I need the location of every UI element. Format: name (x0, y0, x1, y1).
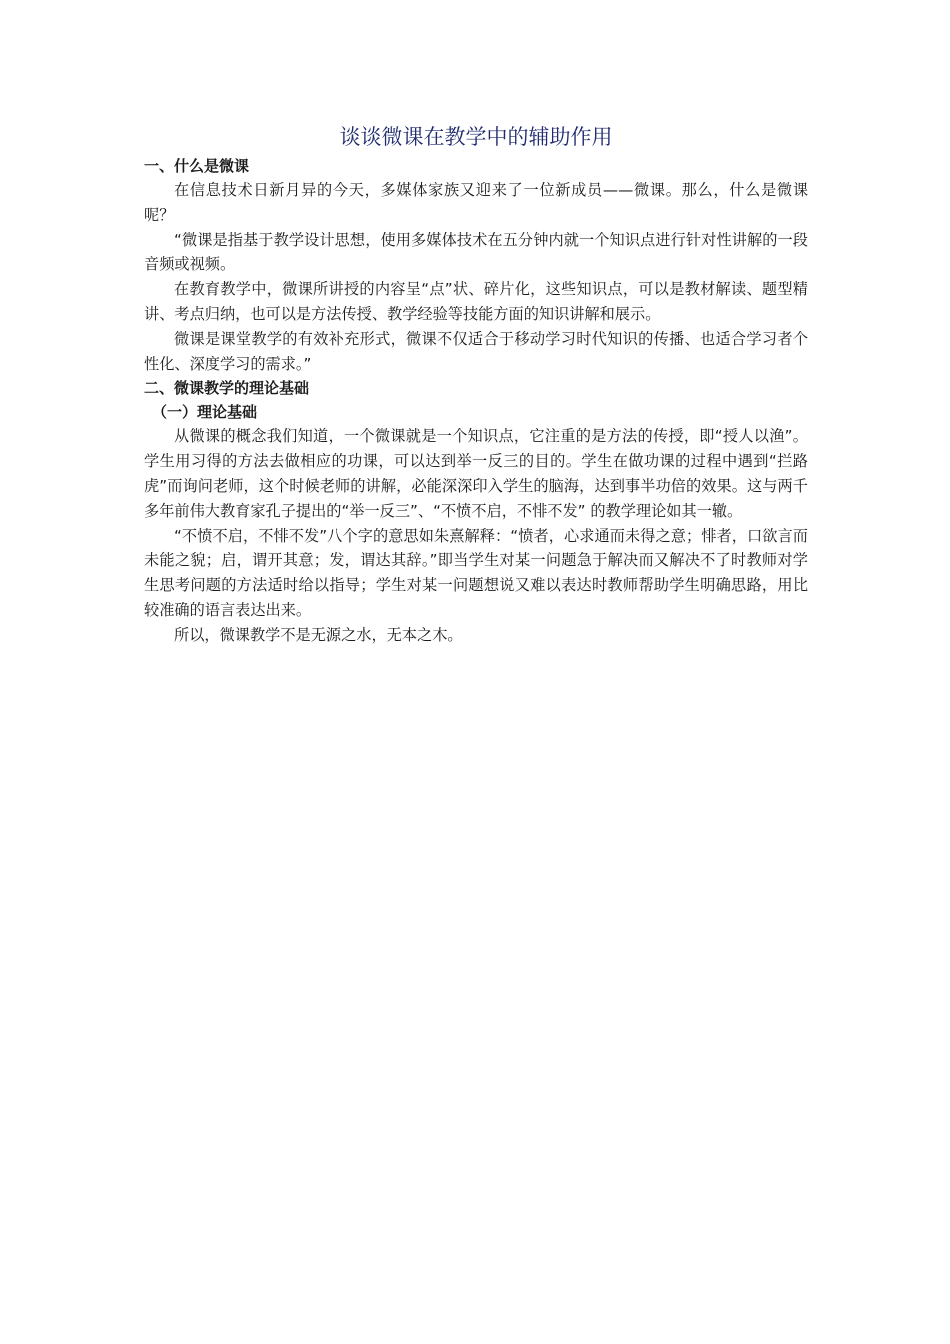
paragraph: 在教育教学中，微课所讲授的内容呈“点”状、碎片化，这些知识点，可以是教材解读、题型精讲、考点归纳，也可以是方法传授、教学经验等技能方面的知识讲解和展示。 (144, 280, 808, 323)
paragraph: 所以，微课教学不是无源之水，无本之木。 (174, 625, 463, 644)
section-heading-theory-basis: 二、微课教学的理论基础 (144, 379, 310, 398)
paragraph: 微课是课堂教学的有效补充形式，微课不仅适合于移动学习时代知识的传播、也适合学习者个性化、深度学习的需求。” (144, 329, 808, 373)
paragraph: 在信息技术日新月异的今天，多媒体家族又迎来了一位新成员——微课。那么，什么是微课呢？ (144, 181, 808, 224)
document-page (144, 120, 808, 648)
paragraph: 从微课的概念我们知道，一个微课就是一个知识点，它注重的是方法的传授，即“授人以渔”。学生用习得的方法去做相应的功课，可以达到举一反三的目的。学生在做功课的过程中遇到“拦路虎”而询问老师，这个时候老师的讲解，必能深深印入学生的脑海，达到事半功倍的效果。这与两千多年前伟大教育家孔子提出的“举一反三”、“不愤不启，不悱不发” 的教学理论如其一辙。 (144, 427, 808, 520)
subsection-heading-theory: （一）理论基础 (152, 403, 258, 422)
paragraph: “微课是指基于教学设计思想，使用多媒体技术在五分钟内就一个知识点进行针对性讲解的一段音频或视频。 (144, 230, 808, 274)
document-title: 谈谈微课在教学中的辅助作用 (339, 125, 613, 149)
paragraph: “不愤不启，不悱不发”八个字的意思如朱熹解释：“愤者，心求通而未得之意；悱者，口欲言而未能之貌；启，谓开其意；发，谓达其辞。”即当学生对某一问题急于解决而又解决不了时教师对学生思考问题的方法适时给以指导；学生对某一问题想说又难以表达时教师帮助学生明确思路，用比较准确的语言表达出来。 (144, 526, 808, 619)
section-heading-what-is-microlesson: 一、什么是微课 (144, 157, 250, 175)
